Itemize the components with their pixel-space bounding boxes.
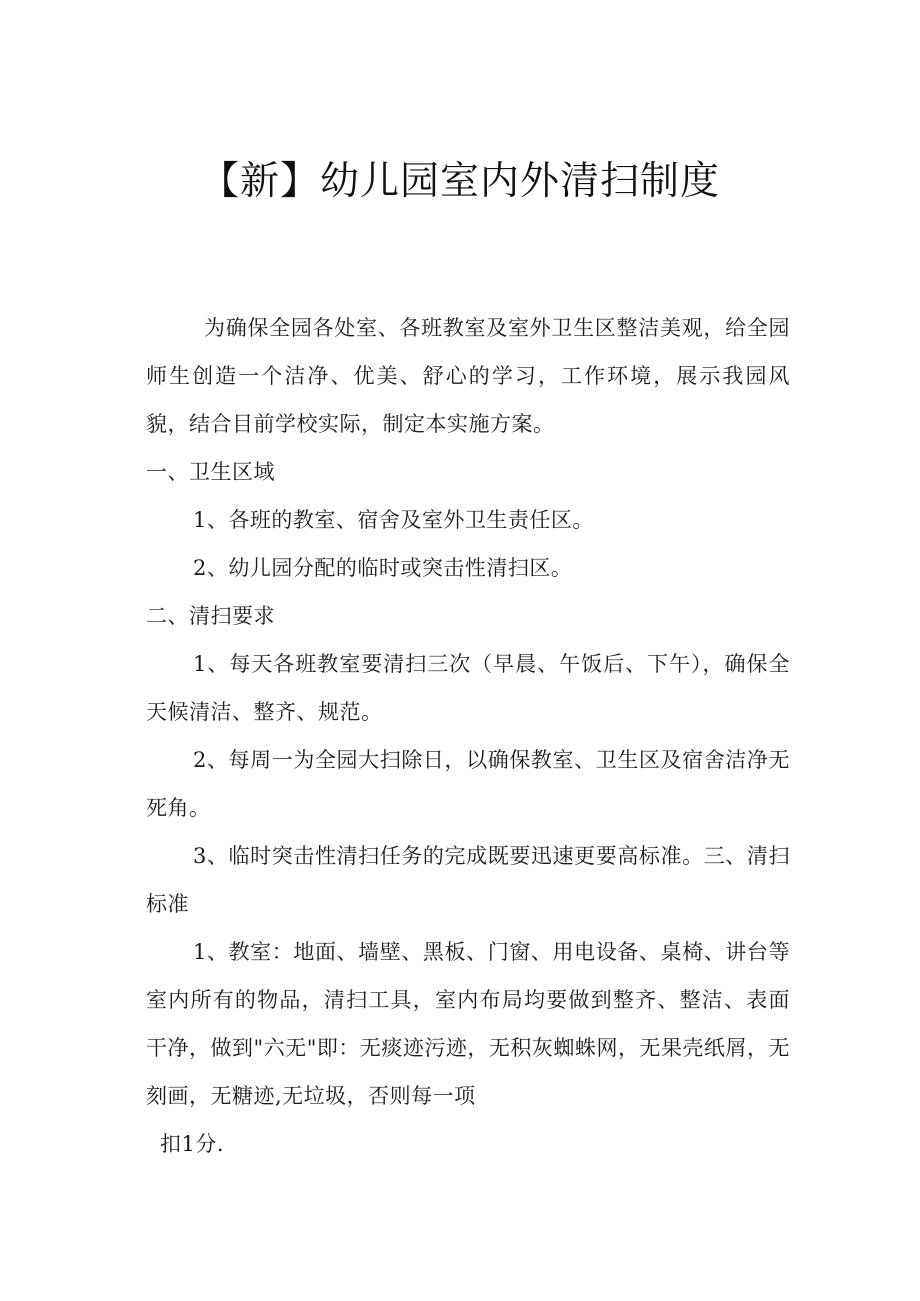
list-item: 3、临时突击性清扫任务的完成既要迅速更要高标准。三、清扫标准	[146, 844, 790, 916]
document-body	[146, 304, 790, 1168]
document-title: 【新】幼儿园室内外清扫制度	[199, 159, 720, 204]
list-item: 1、教室：地面、墙壁、黑板、门窗、用电设备、桌椅、讲台等室内所有的物品，清扫工具，室内布局均要做到整齐、整洁、表面干净，做到"六无"即：无痰迹污迹，无积灰蜘蛛网，无果壳纸屑，无刻画，无糖迹,无垃圾，否则每一项	[146, 940, 790, 1108]
list-item: 2、幼儿园分配的临时或突击性清扫区。	[193, 556, 573, 580]
section-heading-areas: 一、卫生区域	[146, 460, 275, 484]
intro-paragraph: 为确保全园各处室、各班教室及室外卫生区整洁美观，给全园师生创造一个洁净、优美、舒心的学习，工作环境，展示我园风貌，结合目前学校实际，制定本实施方案。	[146, 316, 790, 436]
list-item: 1、各班的教室、宿舍及室外卫生责任区。	[193, 508, 594, 532]
section-heading-requirements: 二、清扫要求	[146, 604, 275, 628]
list-item: 2、每周一为全园大扫除日，以确保教室、卫生区及宿舍洁净无死角。	[146, 748, 790, 820]
list-item: 1、每天各班教室要清扫三次（早晨、午饭后、下午），确保全天候清洁、整齐、规范。	[146, 652, 790, 724]
deduction-line: 扣1分.	[160, 1132, 225, 1156]
